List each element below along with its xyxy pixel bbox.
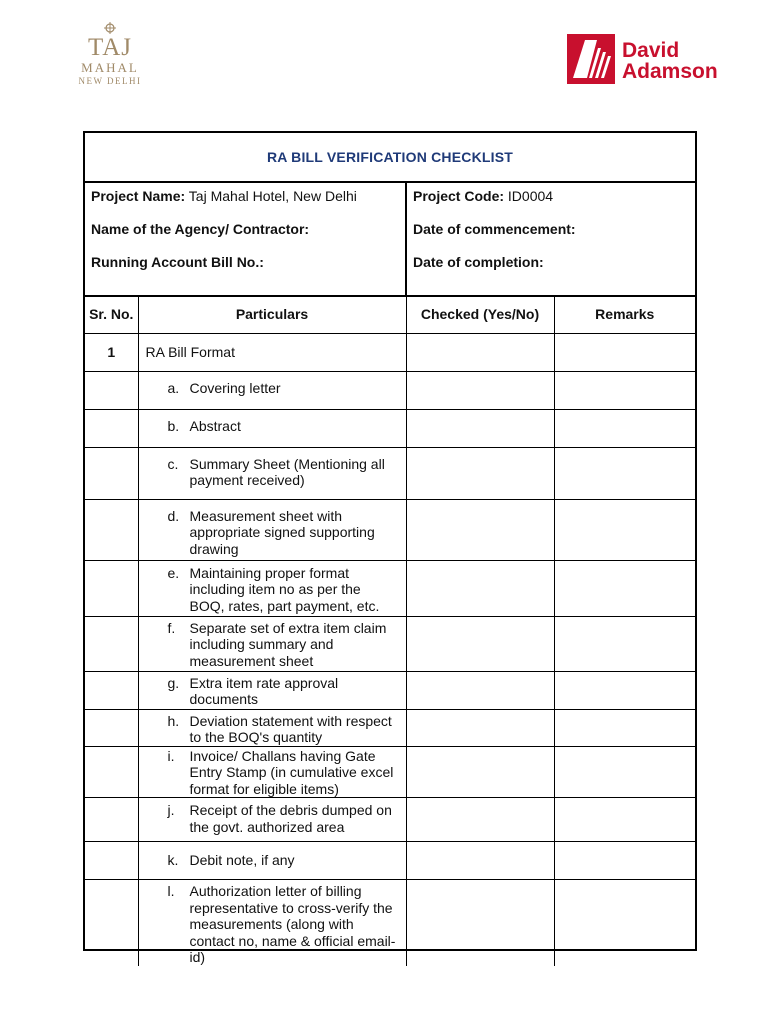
sr-no-cell xyxy=(85,560,138,616)
project-name-label: Project Name: xyxy=(91,188,186,204)
table-row xyxy=(85,371,695,409)
particulars-cell xyxy=(138,709,406,746)
item-text: Extra item rate approval documents xyxy=(189,674,339,707)
taj-logo-line1: MAHAL xyxy=(81,60,139,75)
item-text: Covering letter xyxy=(189,379,281,396)
checked-cell[interactable] xyxy=(406,798,554,842)
info-divider xyxy=(405,181,407,295)
david-adamson-mark-icon xyxy=(567,34,615,84)
table-row xyxy=(85,409,695,447)
checked-cell[interactable] xyxy=(406,616,554,671)
sr-no-cell xyxy=(85,447,138,499)
checklist-title: RA BILL VERIFICATION CHECKLIST xyxy=(266,149,514,165)
item-label: j. xyxy=(167,802,175,818)
item-text: Deviation statement with respect to the BOQ's quantity xyxy=(189,712,392,745)
david-adamson-wordmark xyxy=(622,40,718,82)
agency-field xyxy=(91,221,309,237)
table-row xyxy=(85,333,695,371)
item-label: b. xyxy=(167,417,180,434)
particulars-cell xyxy=(138,880,406,966)
sr-no-cell xyxy=(85,499,138,560)
sr-no-cell xyxy=(85,616,138,671)
checked-cell[interactable] xyxy=(406,880,554,966)
item-text: Measurement sheet with appropriate signed supporting drawing xyxy=(189,507,375,557)
remarks-cell[interactable] xyxy=(554,333,695,371)
commencement-label: Date of commencement: xyxy=(413,221,576,237)
particulars-cell xyxy=(138,616,406,671)
project-info xyxy=(85,181,695,297)
completion-field xyxy=(413,254,544,270)
sr-no-cell xyxy=(85,842,138,880)
agency-label: Name of the Agency/ Contractor: xyxy=(91,221,310,237)
checked-cell[interactable] xyxy=(406,499,554,560)
particulars-cell xyxy=(138,371,406,409)
project-code-label: Project Code: xyxy=(413,188,505,204)
item-text: Debit note, if any xyxy=(189,852,295,868)
item-text: Summary Sheet (Mentioning all payment received) xyxy=(189,455,385,488)
remarks-cell[interactable] xyxy=(554,499,695,560)
remarks-cell[interactable] xyxy=(554,409,695,447)
title-row xyxy=(85,133,695,183)
checklist-table xyxy=(85,295,695,966)
item-label: i. xyxy=(167,747,175,764)
table-row xyxy=(85,447,695,499)
ra-bill-field xyxy=(91,254,264,270)
checked-cell[interactable] xyxy=(406,671,554,709)
table-row xyxy=(85,880,695,966)
table-row xyxy=(85,499,695,560)
particulars-cell xyxy=(138,671,406,709)
particulars-cell xyxy=(138,447,406,499)
particulars-cell xyxy=(138,409,406,447)
david-adamson-line2: Adamson xyxy=(622,60,718,83)
taj-logo-name: TAJ xyxy=(87,34,133,61)
item-text: Invoice/ Challans having Gate Entry Stamp (in cumulative excel format for eligible items) xyxy=(189,747,394,797)
project-code-value: ID0004 xyxy=(507,188,554,204)
taj-mahal-logo xyxy=(70,22,150,94)
item-text: Authorization letter of billing representative to cross-verify the measurements (along with contact no, name & official email-id) xyxy=(189,883,396,965)
item-label: d. xyxy=(167,507,180,524)
david-adamson-line1: David xyxy=(622,39,680,62)
remarks-cell[interactable] xyxy=(554,746,695,798)
sr-no-cell xyxy=(85,746,138,798)
item-label: c. xyxy=(167,455,179,472)
table-row xyxy=(85,560,695,616)
item-text: Abstract xyxy=(189,417,241,434)
remarks-cell[interactable] xyxy=(554,560,695,616)
item-label: a. xyxy=(167,379,180,396)
item-label: f. xyxy=(167,619,176,636)
particulars-cell xyxy=(138,798,406,842)
table-row xyxy=(85,842,695,880)
sr-no-cell xyxy=(85,709,138,746)
sr-no-cell xyxy=(85,798,138,842)
table-row xyxy=(85,798,695,842)
remarks-cell[interactable] xyxy=(554,616,695,671)
table-row xyxy=(85,746,695,798)
completion-label: Date of completion: xyxy=(413,254,544,270)
remarks-cell[interactable] xyxy=(554,371,695,409)
checked-cell[interactable] xyxy=(406,447,554,499)
item-text: Separate set of extra item claim including summary and measurement sheet xyxy=(189,619,387,669)
remarks-cell[interactable] xyxy=(554,671,695,709)
project-name-field xyxy=(91,188,357,204)
sr-no-cell xyxy=(85,409,138,447)
sr-no-cell xyxy=(85,880,138,966)
remarks-cell[interactable] xyxy=(554,709,695,746)
remarks-cell[interactable] xyxy=(554,798,695,842)
remarks-cell[interactable] xyxy=(554,880,695,966)
table-header-row xyxy=(85,295,695,333)
taj-logo-line2: NEW DELHI xyxy=(78,76,142,86)
commencement-field xyxy=(413,221,576,237)
ra-bill-label: Running Account Bill No.: xyxy=(91,254,264,270)
section-title: RA Bill Format xyxy=(138,333,406,371)
header-particulars: Particulars xyxy=(138,295,406,333)
checked-cell[interactable] xyxy=(406,371,554,409)
particulars-cell xyxy=(138,842,406,880)
item-label: g. xyxy=(167,674,180,691)
header-sr-no: Sr. No. xyxy=(85,295,138,333)
item-text: Maintaining proper format including item no as per the BOQ, rates, part payment, etc. xyxy=(189,564,380,614)
taj-crest-icon xyxy=(103,22,117,34)
checked-cell[interactable] xyxy=(406,560,554,616)
header-remarks: Remarks xyxy=(554,295,695,333)
checked-cell[interactable] xyxy=(406,333,554,371)
checked-cell[interactable] xyxy=(406,746,554,798)
item-label: l. xyxy=(167,883,175,899)
sr-no-cell xyxy=(85,371,138,409)
checklist-sheet xyxy=(83,131,697,965)
project-code-field xyxy=(413,188,553,204)
remarks-cell[interactable] xyxy=(554,842,695,880)
checked-cell[interactable] xyxy=(406,409,554,447)
particulars-cell xyxy=(138,499,406,560)
remarks-cell[interactable] xyxy=(554,447,695,499)
particulars-cell xyxy=(138,560,406,616)
item-label: e. xyxy=(167,564,180,581)
project-name-value: Taj Mahal Hotel, New Delhi xyxy=(188,188,357,204)
particulars-cell xyxy=(138,746,406,798)
checked-cell[interactable] xyxy=(406,709,554,746)
item-label: h. xyxy=(167,712,180,729)
table-row xyxy=(85,709,695,746)
sr-no-cell xyxy=(85,671,138,709)
table-row xyxy=(85,616,695,671)
table-row xyxy=(85,671,695,709)
item-label: k. xyxy=(167,852,179,868)
david-adamson-logo xyxy=(567,34,732,84)
checked-cell[interactable] xyxy=(406,842,554,880)
section-number: 1 xyxy=(85,333,138,371)
item-text: Receipt of the debris dumped on the govt. authorized area xyxy=(189,802,392,835)
header-checked: Checked (Yes/No) xyxy=(406,295,554,333)
